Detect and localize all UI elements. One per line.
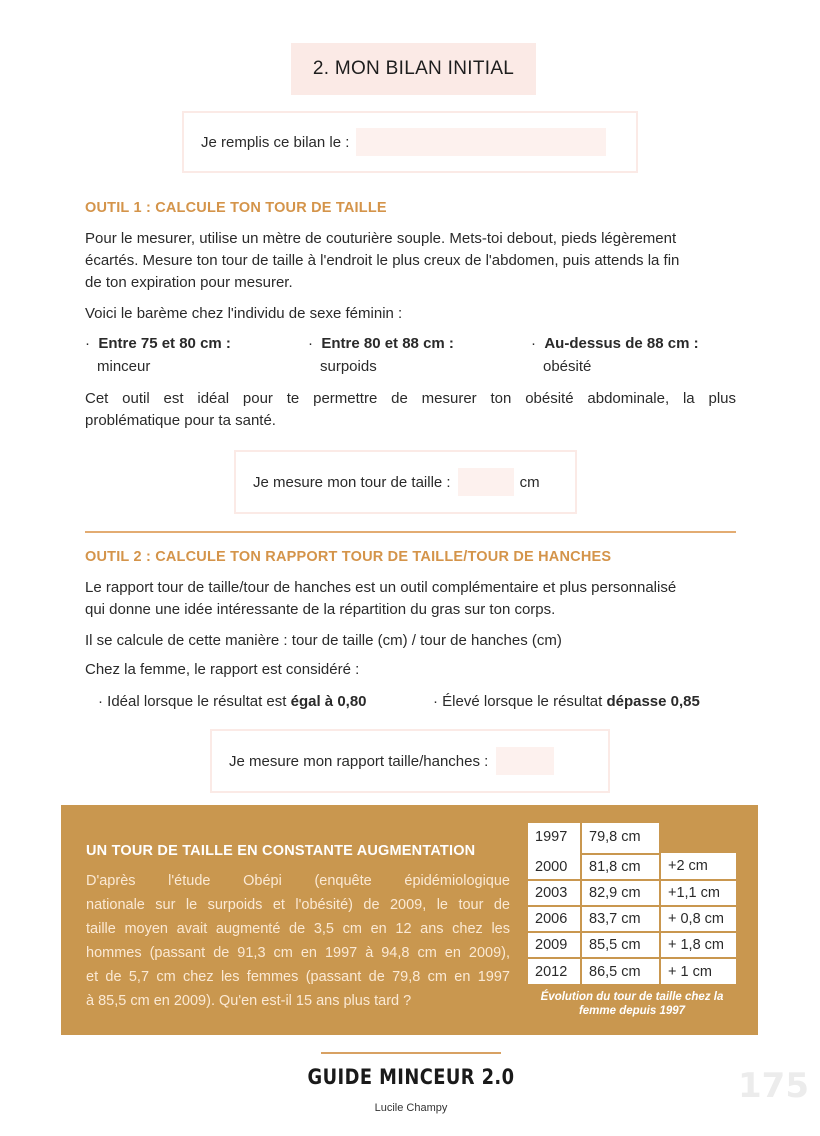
info-box <box>61 805 758 1035</box>
info-box-heading: UN TOUR DE TAILLE EN CONSTANTE AUGMENTATION <box>86 843 476 859</box>
ratio-measure-field[interactable] <box>496 747 554 775</box>
table-caption-line2: femme depuis 1997 <box>578 1005 686 1017</box>
date-label: Je remplis ce bilan le : <box>201 133 350 151</box>
tool2-line1: Le rapport tour de taille/tour de hanches est un outil complémentaire et plus personnalisé <box>85 579 677 596</box>
info-line-3: taille moyen avait augmenté de 3,5 cm en 12 ans chez les <box>86 921 510 937</box>
tool2-heading: OUTIL 2 : CALCULE TON RAPPORT TOUR DE TAILLE/TOUR DE HANCHES <box>85 549 612 565</box>
scale-range-1: Entre 75 et 80 cm : <box>98 335 231 352</box>
table-cell-year: 2012 <box>528 959 580 984</box>
ratio-measure-box <box>210 729 610 793</box>
page-number: 175 <box>738 1066 809 1106</box>
page-title-text: 2. MON BILAN INITIAL <box>312 58 515 79</box>
waist-measure-label: Je mesure mon tour de taille : <box>253 473 451 491</box>
tool2-line2: qui donne une idée intéressante de la répartition du gras sur ton corps. <box>85 601 556 618</box>
scale-range-2: Entre 80 et 88 cm : <box>321 335 454 352</box>
table-caption-line1: Évolution du tour de taille chez la <box>540 991 724 1003</box>
scale-label-2: surpoids <box>320 358 377 375</box>
ratio-high-text: Élevé lorsque le résultat <box>442 693 603 710</box>
info-line-6: à 85,5 cm en 2009). Qu'en est-il 15 ans plus tard ? <box>86 993 412 1009</box>
tool2-description <box>85 577 736 621</box>
table-cell-year: 2000 <box>528 855 580 879</box>
tool1-description <box>85 228 736 294</box>
table-cell-delta: + 0,8 cm <box>661 907 736 931</box>
tool1-heading: OUTIL 1 : CALCULE TON TOUR DE TAILLE <box>85 200 387 216</box>
table-cell-delta: + 1,8 cm <box>661 933 736 957</box>
table-cell-value: 85,5 cm <box>582 933 659 957</box>
ratio-ideal-value: égal à 0,80 <box>290 693 367 710</box>
tool1-line3: de ton expiration pour mesurer. <box>85 274 293 291</box>
ratio-ideal-text: Idéal lorsque le résultat est <box>107 693 287 710</box>
table-cell-year: 1997 <box>528 823 580 853</box>
scale-item-minceur: · Entre 75 et 80 cm : minceur <box>85 332 231 378</box>
table-cell-delta: + 1 cm <box>661 959 736 984</box>
tool2-considered: Chez la femme, le rapport est considéré : <box>85 661 360 678</box>
table-cell-value: 81,8 cm <box>582 855 659 879</box>
info-line-5: et de 5,7 cm chez les femmes (passant de 79,8 cm en 1997 <box>86 969 510 985</box>
ratio-item-high: · Élevé lorsque le résultat dépasse 0,85 <box>433 693 700 710</box>
waist-measure-unit: cm <box>519 473 540 491</box>
info-line-4: hommes (passant de 91,3 cm en 1997 à 94,8 cm en 2009), <box>86 945 510 961</box>
ratio-item-ideal: · Idéal lorsque le résultat est égal à 0,80 <box>98 693 367 710</box>
ratio-high-value: dépasse 0,85 <box>606 693 700 710</box>
table-cell-value: 86,5 cm <box>582 959 659 984</box>
page-title <box>291 43 536 95</box>
scale-item-surpoids: · Entre 80 et 88 cm : surpoids <box>308 332 454 378</box>
info-line-2: nationale sur le surpoids et l'obésité) de 2009, le tour de <box>86 897 510 913</box>
info-box-text <box>86 869 510 1013</box>
waist-measure-field[interactable] <box>458 468 514 496</box>
tool2-formula: Il se calcule de cette manière : tour de taille (cm) / tour de hanches (cm) <box>85 632 562 649</box>
tool1-ideal-line1: Cet outil est idéal pour te permettre de mesurer ton obésité abdominale, la plus <box>85 390 736 407</box>
table-cell-year: 2003 <box>528 881 580 905</box>
date-field[interactable] <box>356 128 606 156</box>
table-cell-value: 79,8 cm <box>582 823 659 853</box>
table-cell-value: 82,9 cm <box>582 881 659 905</box>
section-divider <box>85 531 736 533</box>
table-cell-year: 2006 <box>528 907 580 931</box>
book-author: Lucile Champy <box>374 1102 448 1114</box>
scale-item-obesite: · Au-dessus de 88 cm : obésité <box>531 332 699 378</box>
ratio-measure-label: Je mesure mon rapport taille/hanches : <box>229 752 489 770</box>
table-cell-delta: +2 cm <box>661 853 736 879</box>
date-box <box>182 111 638 173</box>
table-caption <box>524 990 740 1018</box>
table-cell-year: 2009 <box>528 933 580 957</box>
scale-range-3: Au-dessus de 88 cm : <box>544 335 699 352</box>
table-cell-delta: +1,1 cm <box>661 881 736 905</box>
tool1-line2: écartés. Mesure ton tour de taille à l'endroit le plus creux de l'abdomen, puis attends la fin <box>85 252 680 269</box>
book-title: GUIDE MINCEUR 2.0 <box>307 1065 515 1089</box>
table-cell-value: 83,7 cm <box>582 907 659 931</box>
tool1-ideal-line2: problématique pour ta santé. <box>85 412 276 429</box>
footer-divider <box>321 1052 501 1054</box>
scale-label-3: obésité <box>543 358 592 375</box>
waist-measure-box <box>234 450 577 514</box>
tool1-scale-intro: Voici le barème chez l'individu de sexe féminin : <box>85 305 403 322</box>
tool1-line1: Pour le mesurer, utilise un mètre de couturière souple. Mets-toi debout, pieds légèrement <box>85 230 677 247</box>
info-line-1: D'après l'étude Obépi (enquête épidémiologique <box>86 873 510 889</box>
tool1-ideal-note <box>85 388 736 432</box>
scale-label-1: minceur <box>97 358 151 375</box>
